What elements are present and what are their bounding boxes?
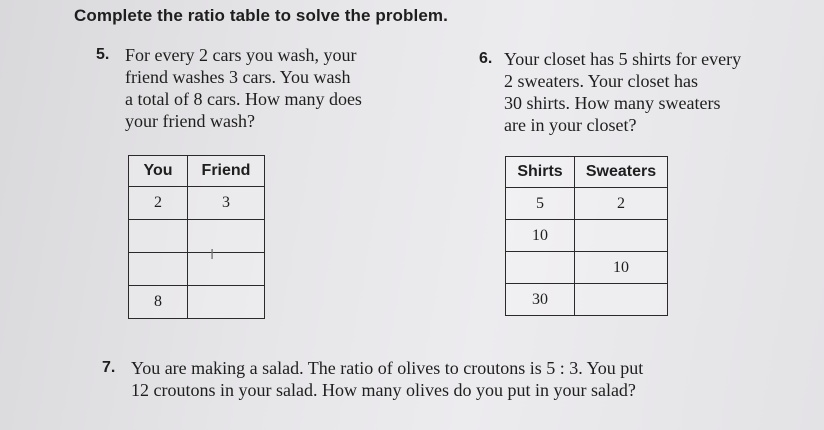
problem-6-line: Your closet has 5 shirts for every bbox=[504, 49, 742, 69]
table-cell[interactable]: 2 bbox=[129, 187, 188, 220]
table-cell[interactable] bbox=[575, 284, 668, 316]
table-cell[interactable] bbox=[188, 286, 265, 319]
table-cell[interactable]: 30 bbox=[506, 284, 575, 316]
i-beam-icon: I bbox=[210, 246, 215, 263]
table-cell[interactable]: 10 bbox=[575, 252, 668, 284]
table-cell[interactable]: 5 bbox=[506, 188, 575, 220]
problem-7-text bbox=[131, 357, 643, 401]
problem-5-line: friend washes 3 cars. You wash bbox=[125, 67, 351, 87]
worksheet-heading: Complete the ratio table to solve the problem. bbox=[74, 6, 448, 25]
problem-5-line: a total of 8 cars. How many does bbox=[125, 89, 362, 109]
table-cell[interactable] bbox=[506, 252, 575, 284]
ratio-table-shirts bbox=[505, 156, 668, 316]
problem-6-text bbox=[504, 48, 741, 136]
problem-6-line: are in your closet? bbox=[504, 115, 637, 135]
problem-7-line: 12 croutons in your salad. How many olives do you put in your salad? bbox=[131, 380, 636, 400]
problem-6-line: 2 sweaters. Your closet has bbox=[504, 71, 698, 91]
problem-5-line: For every 2 cars you wash, your bbox=[125, 45, 357, 65]
problem-7 bbox=[102, 357, 782, 407]
table-cell[interactable] bbox=[129, 220, 188, 253]
column-header-you: You bbox=[129, 156, 188, 187]
problem-5-line: your friend wash? bbox=[125, 111, 255, 131]
table-cell[interactable]: 3 bbox=[188, 187, 265, 220]
problem-7-line: You are making a salad. The ratio of olives to croutons is 5 : 3. You put bbox=[131, 358, 644, 378]
problem-5 bbox=[96, 44, 396, 144]
table-cell[interactable]: 2 bbox=[575, 188, 668, 220]
table-cell[interactable]: 8 bbox=[129, 286, 188, 319]
table-cell[interactable] bbox=[575, 220, 668, 252]
problem-5-number: 5. bbox=[96, 46, 110, 63]
column-header-friend: Friend bbox=[188, 156, 265, 187]
ratio-table-cars bbox=[128, 155, 265, 319]
problem-6-line: 30 shirts. How many sweaters bbox=[504, 93, 721, 113]
table-cell[interactable]: 10 bbox=[506, 220, 575, 252]
column-header-sweaters: Sweaters bbox=[575, 157, 668, 188]
problem-6 bbox=[479, 48, 779, 148]
problem-5-text bbox=[125, 44, 362, 132]
table-cell[interactable] bbox=[129, 253, 188, 286]
table-cell[interactable] bbox=[188, 253, 265, 286]
problem-6-number: 6. bbox=[479, 50, 493, 67]
table-cell[interactable] bbox=[188, 220, 265, 253]
column-header-shirts: Shirts bbox=[506, 157, 575, 188]
problem-7-number: 7. bbox=[102, 359, 116, 376]
